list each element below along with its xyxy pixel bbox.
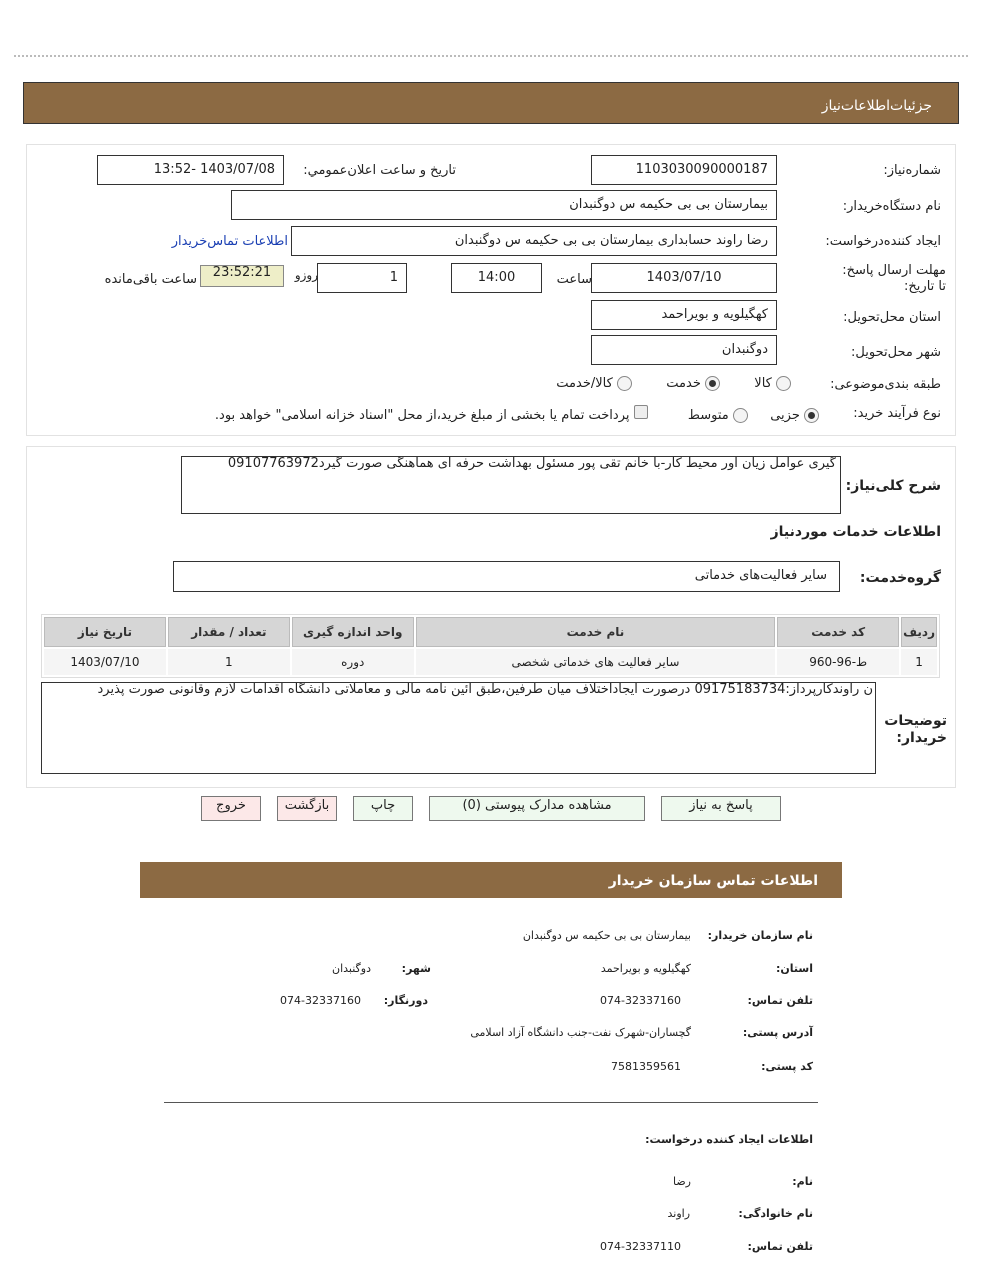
buyer-org-label: نام دستگاه‌خریدار: xyxy=(842,199,941,214)
creator-name-value: رضا xyxy=(672,1175,691,1188)
requester-label: ایجاد کننده‌درخواست: xyxy=(825,234,941,249)
contact-province-label: استان: xyxy=(776,962,813,975)
attachments-button[interactable]: مشاهده مدارک پیوستی (0) xyxy=(429,796,645,821)
category-label: طبقه بندی‌موضوعی: xyxy=(830,377,941,392)
province-label: استان محل‌تحویل: xyxy=(843,310,941,325)
contact-fax-value: 074-32337160 xyxy=(280,994,361,1007)
back-button[interactable]: بازگشت xyxy=(277,796,337,821)
process-option-medium[interactable]: متوسط xyxy=(688,408,748,423)
days-label: روزو xyxy=(294,268,318,282)
buyer-notes-label: توضیحات خریدار: xyxy=(884,713,947,746)
col-qty-header: تعداد / مقدار xyxy=(168,617,290,647)
cell-date: 1403/07/10 xyxy=(44,649,166,675)
creator-family-value: راوند xyxy=(667,1207,690,1220)
treasury-payment-option[interactable]: پرداخت تمام یا بخشی از مبلغ خرید،از محل "اسناد خزانه اسلامی" خواهد بود. xyxy=(215,408,648,423)
category-option-goods[interactable]: کالا xyxy=(754,376,791,391)
contact-address-label: آدرس پستی: xyxy=(742,1026,813,1039)
cell-row: 1 xyxy=(901,649,937,675)
radio-selected-icon[interactable] xyxy=(705,376,720,391)
radio-icon[interactable] xyxy=(776,376,791,391)
creator-phone-label: تلفن تماس: xyxy=(747,1240,813,1253)
need-number-field: 1103030090000187 xyxy=(591,155,777,185)
services-heading: اطلاعات خدمات مورد‌نیاز xyxy=(770,524,941,540)
deadline-date-field: 1403/07/10 xyxy=(591,263,777,293)
requester-field: رضا راوند حسابداری بیمارستان بی بی حکیمه س دوگنبدان xyxy=(291,226,777,256)
contact-org-value: بیمارستان بی بی حکیمه س دوگنبدان xyxy=(522,929,691,942)
page-title: جزئیات‌اطلاعات‌نیاز xyxy=(821,98,932,114)
announce-field: 1403/07/08 -13:52 xyxy=(97,155,284,185)
contact-fax-label: دورنگار: xyxy=(383,994,428,1007)
contact-city-value: دوگنبدان xyxy=(332,962,371,975)
deadline-time-label: ساعت xyxy=(556,272,592,287)
print-button[interactable]: چاپ xyxy=(353,796,413,821)
contact-postal-label: کد پستی: xyxy=(761,1060,813,1073)
deadline-label: مهلت ارسال پاسخ: تا تاریخ: xyxy=(842,263,946,294)
remaining-time-field: 23:52:21 xyxy=(200,265,284,287)
announce-label: تاریخ و ساعت اعلان‌عمومي: xyxy=(303,163,456,178)
contact-postal-value: 7581359561 xyxy=(611,1060,681,1073)
radio-icon[interactable] xyxy=(733,408,748,423)
cell-name: سایر فعالیت های خدماتی شخصی xyxy=(416,649,776,675)
buyer-contact-link[interactable]: اطلاعات تماس‌خریدار xyxy=(171,234,288,249)
services-table-grid xyxy=(42,615,939,677)
col-date-header: تاریخ نیاز xyxy=(44,617,166,647)
contact-phone-label: تلفن تماس: xyxy=(747,994,813,1007)
process-label: نوع فرآیند خرید: xyxy=(853,406,941,421)
contact-city-label: شهر: xyxy=(401,962,431,975)
service-group-field: سایر فعالیت‌های خدماتی xyxy=(173,561,840,592)
creator-name-label: نام: xyxy=(792,1175,813,1188)
city-field: دوگنبدان xyxy=(591,335,777,365)
process-option-minor[interactable]: جزیی xyxy=(770,408,819,423)
contact-province-value: کهگیلویه و بویراحمد xyxy=(600,962,691,975)
col-code-header: کد خدمت xyxy=(777,617,899,647)
table-header-row xyxy=(44,617,937,647)
remaining-label: ساعت باقی‌مانده xyxy=(104,272,197,287)
province-field: کهگیلویه و بویراحمد xyxy=(591,300,777,330)
cell-code: ط-96-960 xyxy=(777,649,899,675)
top-divider xyxy=(14,55,968,57)
contact-title: اطلاعات تماس سازمان خریدار xyxy=(608,873,818,889)
buyer-org-field: بیمارستان بی بی حکیمه س دوگنبدان xyxy=(231,190,777,220)
city-label: شهر محل‌تحویل: xyxy=(851,345,941,360)
checkbox-icon[interactable] xyxy=(634,405,648,419)
radio-selected-icon[interactable] xyxy=(804,408,819,423)
buyer-notes-textarea[interactable]: ن راوندکارپرداز:09175183734 درصورت ایجاداختلاف میان طرفین،طبق آئین نامه مالی و معاملاتی دانشگاه اقدامات لازم وقانونی صورت پذیرد xyxy=(41,682,876,774)
days-field: 1 xyxy=(317,263,407,293)
col-name-header: نام خدمت xyxy=(416,617,776,647)
col-unit-header: واحد اندازه گیری xyxy=(292,617,414,647)
table-row xyxy=(44,649,937,675)
reply-button[interactable]: پاسخ به نیاز xyxy=(661,796,781,821)
contact-divider xyxy=(164,1102,818,1103)
summary-textarea[interactable]: گیری عوامل زیان آور محیط کار-با خانم تقی پور مسئول بهداشت حرفه ای هماهنگی صورت گیرد09107763972 xyxy=(181,456,841,514)
radio-icon[interactable] xyxy=(617,376,632,391)
deadline-time-field: 14:00 xyxy=(451,263,542,293)
category-option-both[interactable]: کالا/خدمت xyxy=(556,376,632,391)
service-group-label: گروه‌خدمت: xyxy=(859,570,941,586)
services-table xyxy=(41,614,940,678)
contact-org-label: نام سازمان خریدار: xyxy=(707,929,813,942)
creator-family-label: نام خانوادگی: xyxy=(738,1207,813,1220)
need-number-label: شماره‌نیاز: xyxy=(883,163,941,178)
exit-button[interactable]: خروج xyxy=(201,796,261,821)
cell-qty: 1 xyxy=(168,649,290,675)
page-header xyxy=(23,82,959,124)
category-option-service[interactable]: خدمت xyxy=(666,376,720,391)
category-radio-group xyxy=(556,376,791,391)
contact-phone-value: 074-32337160 xyxy=(600,994,681,1007)
contact-header xyxy=(140,862,842,898)
creator-phone-value: 074-32337110 xyxy=(600,1240,681,1253)
contact-address-value: گچساران-شهرک نفت-جنب دانشگاه آزاد اسلامی xyxy=(470,1026,691,1039)
creator-title: اطلاعات ایجاد کننده درخواست: xyxy=(645,1133,813,1146)
process-radio-group xyxy=(215,405,819,423)
summary-label: شرح کلی‌نیاز: xyxy=(845,478,941,494)
cell-unit: دوره xyxy=(292,649,414,675)
col-row-header: ردیف xyxy=(901,617,937,647)
